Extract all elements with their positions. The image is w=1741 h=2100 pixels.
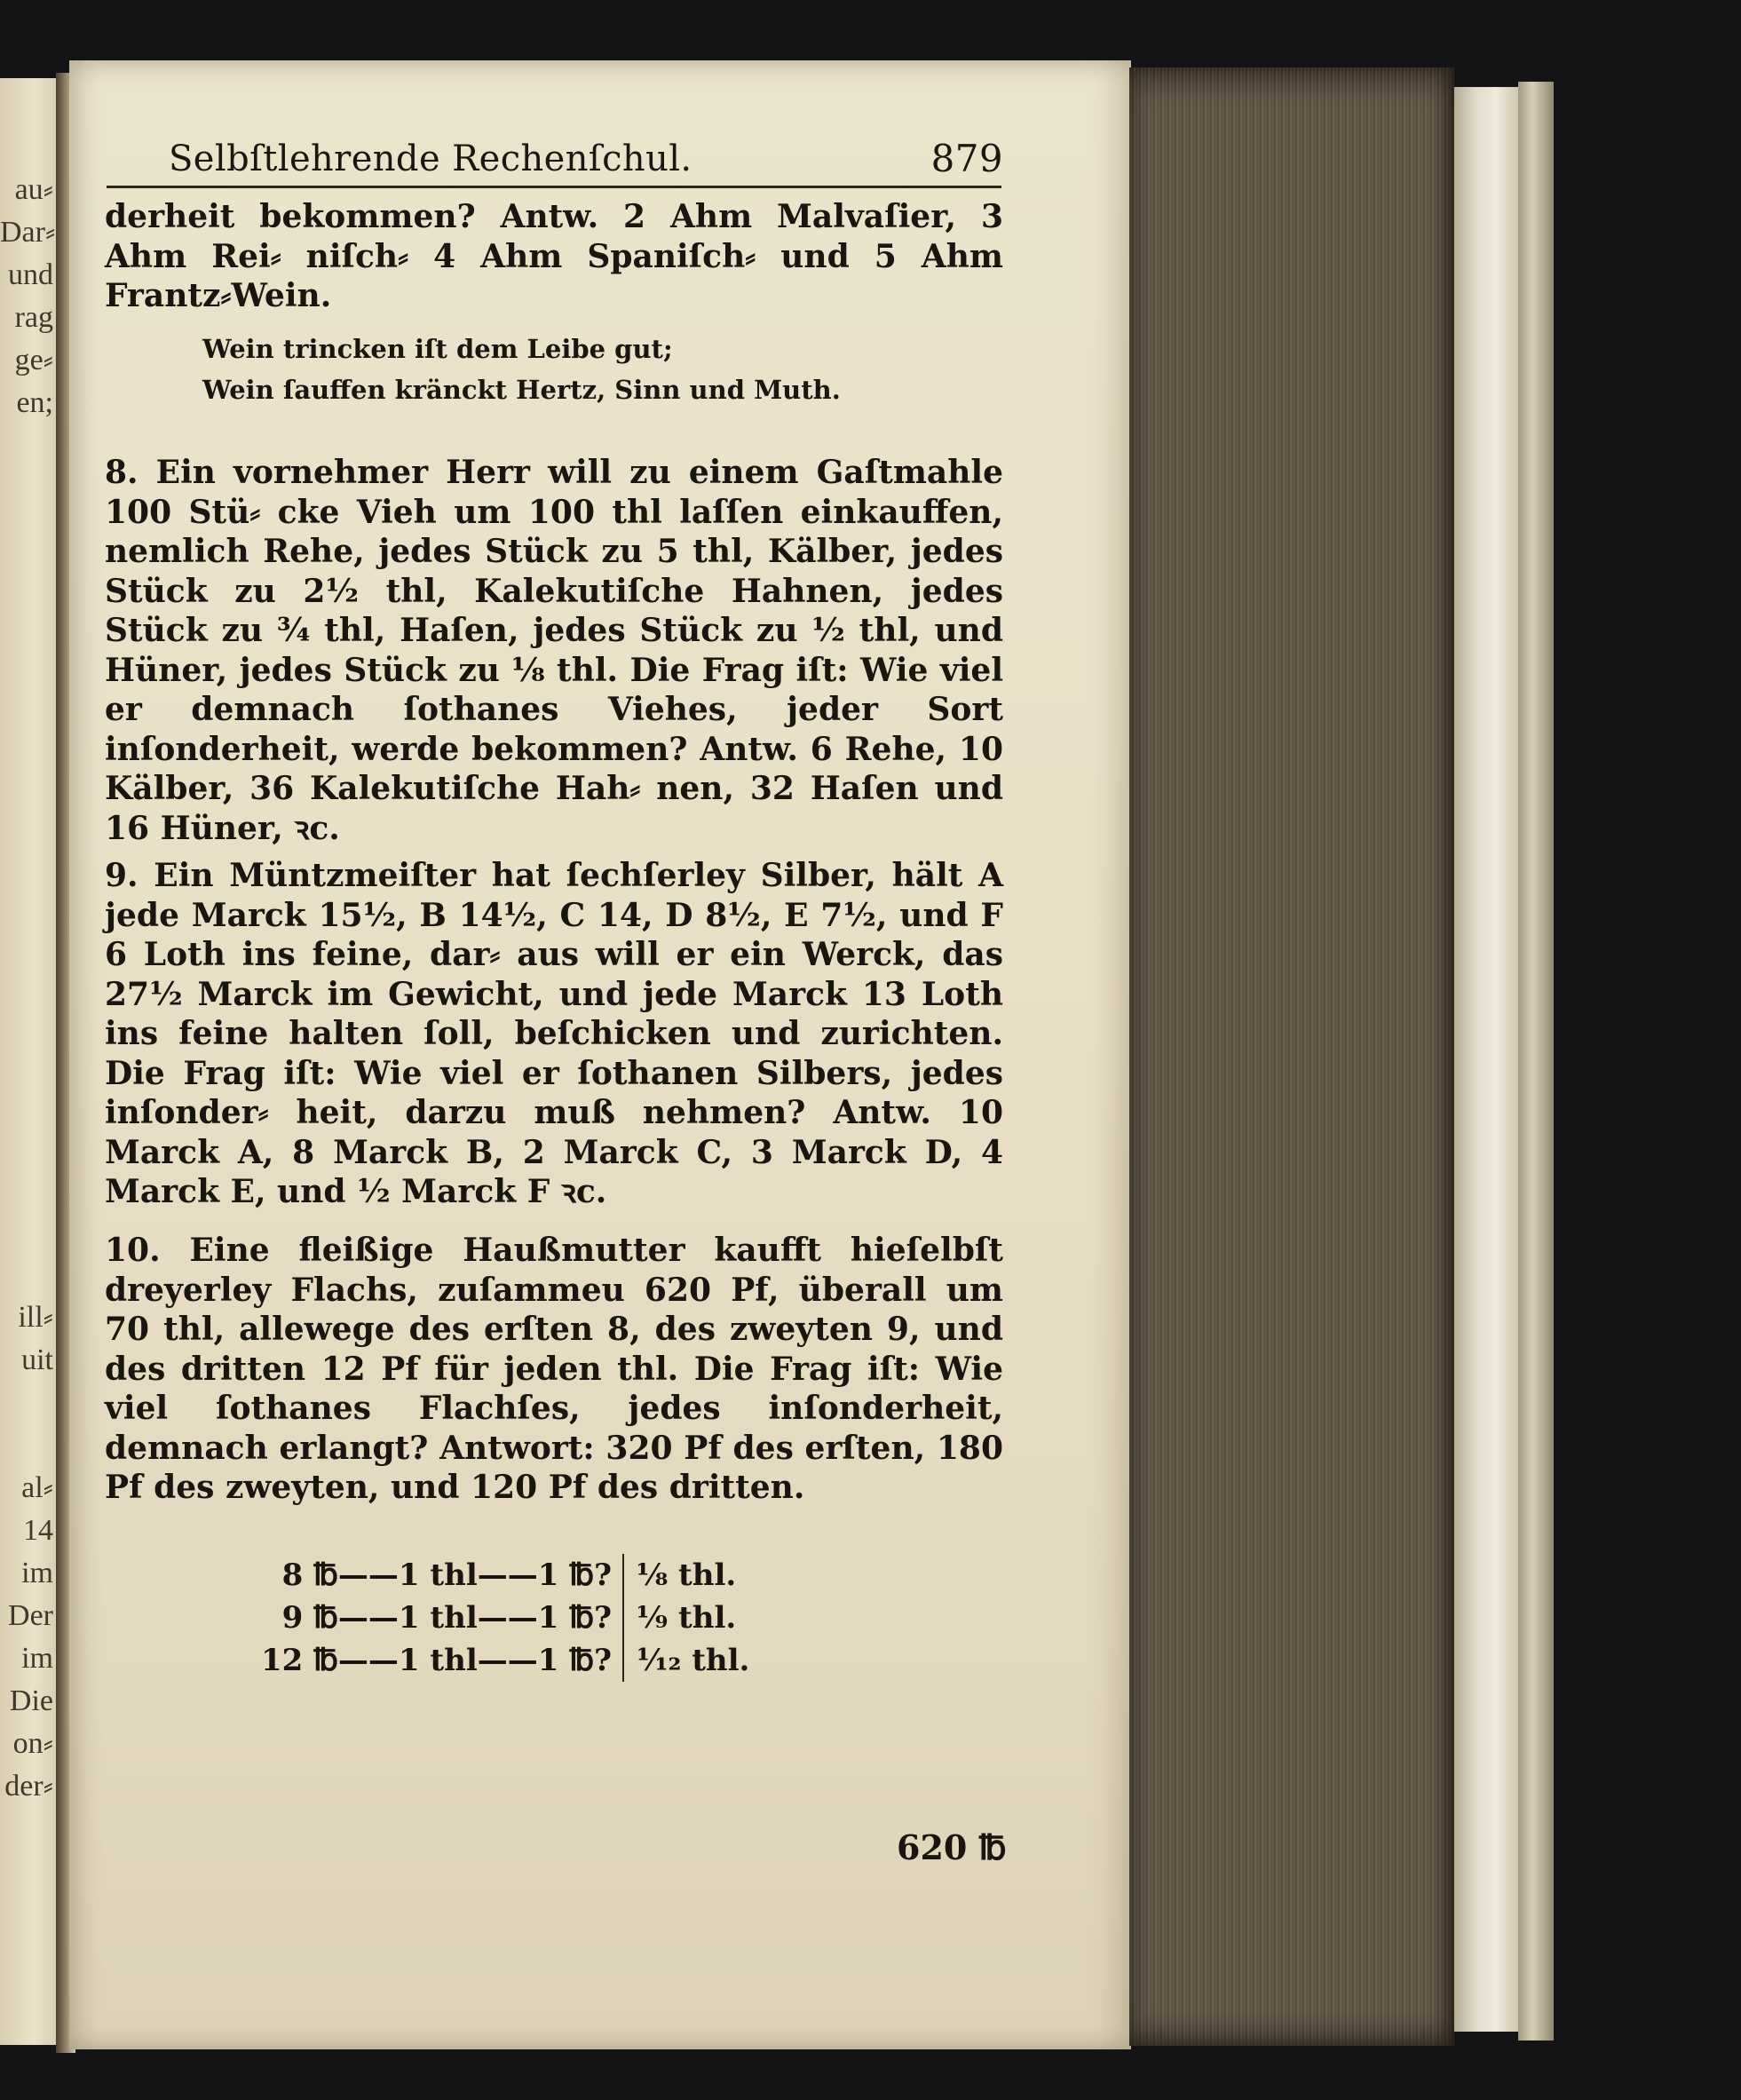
paragraph-7-end: derheit bekommen? Antw. 2 Ahm Malvaſier, 3 Ahm Rei⸗ niſch⸗ 4 Ahm Spaniſch⸗ und 5 Ahm Frantz⸗Wein.: [105, 198, 1003, 314]
calc-rhs: ⅑ thl.: [637, 1600, 737, 1636]
calc-row: [218, 1554, 750, 1597]
calc-rhs: ¹⁄₁₂ thl.: [637, 1643, 750, 1678]
closed-pages-fore-edge: [1129, 67, 1454, 2046]
verse-line-2: Wein ſauffen kränckt Hertz, Sinn und Muth.: [202, 375, 841, 405]
left-page-fragment-lower: ill⸗ uit al⸗ 14 im Der im Die on⸗ der⸗: [4, 1301, 53, 1803]
paragraph-10: 10. Eine fleißige Haußmutter kaufft hieſelbſt dreyerley Flachs, zuſammeu 620 Pf, überall um 70 thl, allewege des erſten 8, des zweyten 9, und des dritten 12 Pf für jeden thl. Die Frag iſt: Wie viel ſothanes Flachſes, jedes inſonderheit, demnach erlangt? Antwort: 320 Pf des erſten, 180 Pf des zweyten, und 120 Pf des dritten.: [105, 1232, 1003, 1506]
page-block-edge: [1454, 87, 1518, 2032]
verse-line-1: Wein trincken iſt dem Leibe gut;: [202, 334, 673, 364]
left-page-fragment-upper: au⸗ Dar⸗ und rag ge⸗ en;: [0, 173, 56, 419]
paragraph-9: 9. Ein Müntzmeiſter hat ſechſerley Silber, hält A jede Marck 15½, B 14½, C 14, D 8½, E 7½, und F 6 Loth ins feine, dar⸗ aus will er ein Werck, das 27½ Marck im Gewicht, und jede Marck 13 Loth ins feine halten ſoll, beſchicken und zurichten. Die Frag iſt: Wie viel er ſothanen Silbers, jedes inſonder⸗ heit, darzu muß nehmen? Antw. 10 Marck A, 8 Marck B, 2 Marck C, 3 Marck D, 4 Marck E, und ½ Marck F ꝛc.: [105, 857, 1003, 1210]
running-title: Selbſtlehrende Rechenſchul.: [169, 139, 692, 179]
calc-lhs: 9 ℔——1 thl——1 ℔?: [218, 1597, 624, 1639]
running-header: [169, 133, 1003, 186]
calc-table: [218, 1554, 750, 1682]
calc-lhs: 8 ℔——1 thl——1 ℔?: [218, 1554, 624, 1597]
calc-row: [218, 1639, 750, 1682]
book-cover-edge: [1518, 82, 1554, 2041]
calc-lhs: 12 ℔——1 thl——1 ℔?: [218, 1639, 624, 1682]
page-number: 879: [930, 137, 1003, 180]
paragraph-8: 8. Ein vornehmer Herr will zu einem Gaſtmahle 100 Stü⸗ cke Vieh um 100 thl laſſen einkauffen, nemlich Rehe, jedes Stück zu 5 thl, Kälber, jedes Stück zu 2½ thl, Kalekutiſche Hahnen, jedes Stück zu ¾ thl, Haſen, jedes Stück zu ½ thl, und Hüner, jedes Stück zu ⅛ thl. Die Frag iſt: Wie viel er demnach ſothanes Viehes, jeder Sort inſonderheit, werde bekommen? Antw. 6 Rehe, 10 Kälber, 36 Kalekutiſche Hah⸗ nen, 32 Haſen und 16 Hüner, ꝛc.: [105, 454, 1003, 847]
catchword: 620 ℔: [897, 1827, 1007, 1867]
header-rule: [107, 186, 1001, 188]
calc-rhs: ⅛ thl.: [637, 1557, 737, 1593]
calc-row: [218, 1597, 750, 1639]
